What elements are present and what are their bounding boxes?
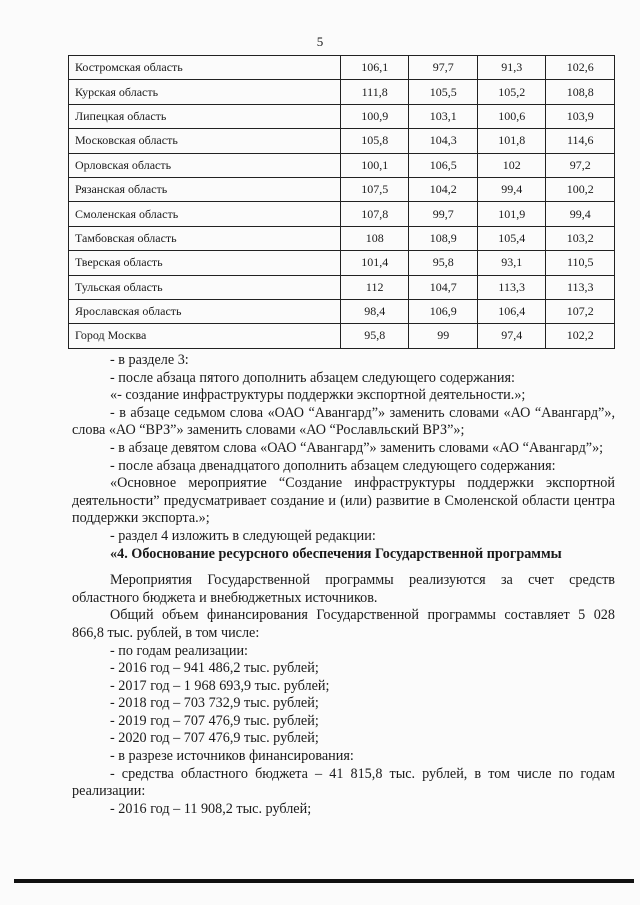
value-cell: 107,5 xyxy=(340,177,409,201)
region-name-cell: Курская область xyxy=(69,80,341,104)
value-cell: 95,8 xyxy=(409,251,478,275)
paragraph: - 2016 год – 941 486,2 тыс. рублей; xyxy=(110,660,319,677)
value-cell: 99,7 xyxy=(409,202,478,226)
value-cell: 97,7 xyxy=(409,56,478,80)
value-cell: 108 xyxy=(340,226,409,250)
paragraph: «- создание инфраструктуры поддержки экспортной деятельности.»; xyxy=(110,387,526,404)
value-cell: 102,2 xyxy=(546,324,615,348)
paragraph: - 2017 год – 1 968 693,9 тыс. рублей; xyxy=(110,677,330,694)
paragraph: - по годам реализации: xyxy=(110,642,248,659)
paragraph: - в абзаце девятом слова «ОАО “Авангард”» заменить словами «АО “Авангард”»; xyxy=(110,439,604,456)
paragraph: - 2019 год – 707 476,9 тыс. рублей; xyxy=(110,712,319,729)
value-cell: 107,8 xyxy=(340,202,409,226)
table-row xyxy=(69,226,615,250)
value-cell: 93,1 xyxy=(477,251,546,275)
value-cell: 99 xyxy=(409,324,478,348)
region-name-cell: Ярославская область xyxy=(69,299,341,323)
region-name-cell: Тульская область xyxy=(69,275,341,299)
value-cell: 103,2 xyxy=(546,226,615,250)
value-cell: 100,2 xyxy=(546,177,615,201)
paragraph: - в разрезе источников финансирования: xyxy=(110,748,354,765)
paragraph: - в абзаце седьмом слова «ОАО “Авангард”» заменить словами «АО “Авангард”», слова «АО “ВРЗ”» заменить словами «АО “Рославльский ВРЗ”»; xyxy=(72,404,615,439)
table-row xyxy=(69,299,615,323)
value-cell: 103,1 xyxy=(409,104,478,128)
value-cell: 102 xyxy=(477,153,546,177)
value-cell: 108,9 xyxy=(409,226,478,250)
paragraph: «Основное мероприятие “Создание инфраструктуры поддержки экспортной деятельности” предусматривает создание и (или) развитие в Смоленской области центра поддержки экспорта.»; xyxy=(72,475,615,527)
value-cell: 101,9 xyxy=(477,202,546,226)
region-name-cell: Тамбовская область xyxy=(69,226,341,250)
value-cell: 113,3 xyxy=(477,275,546,299)
table-row xyxy=(69,275,615,299)
section-heading: «4. Обоснование ресурсного обеспечения Государственной программы xyxy=(110,545,562,562)
value-cell: 101,8 xyxy=(477,129,546,153)
table-row xyxy=(69,129,615,153)
paragraph: - 2020 год – 707 476,9 тыс. рублей; xyxy=(110,730,319,747)
paragraph: Общий объем финансирования Государственной программы составляет 5 028 866,8 тыс. рублей, в том числе: xyxy=(72,607,615,641)
value-cell: 106,4 xyxy=(477,299,546,323)
value-cell: 112 xyxy=(340,275,409,299)
paragraph: - в разделе 3: xyxy=(110,352,189,368)
value-cell: 114,6 xyxy=(546,129,615,153)
value-cell: 106,1 xyxy=(340,56,409,80)
value-cell: 100,1 xyxy=(340,153,409,177)
value-cell: 103,9 xyxy=(546,104,615,128)
region-name-cell: Город Москва xyxy=(69,324,341,348)
value-cell: 107,2 xyxy=(546,299,615,323)
table-row xyxy=(69,80,615,104)
value-cell: 95,8 xyxy=(340,324,409,348)
value-cell: 108,8 xyxy=(546,80,615,104)
value-cell: 102,6 xyxy=(546,56,615,80)
region-name-cell: Орловская область xyxy=(69,153,341,177)
table-row xyxy=(69,251,615,275)
value-cell: 105,8 xyxy=(340,129,409,153)
value-cell: 105,5 xyxy=(409,80,478,104)
value-cell: 104,2 xyxy=(409,177,478,201)
value-cell: 105,4 xyxy=(477,226,546,250)
table-row xyxy=(69,56,615,80)
value-cell: 104,3 xyxy=(409,129,478,153)
value-cell: 111,8 xyxy=(340,80,409,104)
bottom-rule xyxy=(14,879,634,883)
table-row xyxy=(69,153,615,177)
paragraph: - средства областного бюджета – 41 815,8 тыс. рублей, в том числе по годам реализации: xyxy=(72,765,615,800)
paragraph: Мероприятия Государственной программы реализуются за счет средств областного бюджета и внебюджетных источников. xyxy=(72,572,615,606)
spacer xyxy=(72,563,615,572)
table-body xyxy=(69,56,615,349)
value-cell: 98,4 xyxy=(340,299,409,323)
table-row xyxy=(69,202,615,226)
region-name-cell: Рязанская область xyxy=(69,177,341,201)
paragraph: - после абзаца пятого дополнить абзацем следующего содержания: xyxy=(110,369,515,386)
region-name-cell: Костромская область xyxy=(69,56,341,80)
table-row xyxy=(69,177,615,201)
value-cell: 97,2 xyxy=(546,153,615,177)
value-cell: 100,6 xyxy=(477,104,546,128)
value-cell: 101,4 xyxy=(340,251,409,275)
table-row xyxy=(69,324,615,348)
region-name-cell: Смоленская область xyxy=(69,202,341,226)
paragraph: - после абзаца двенадцатого дополнить абзацем следующего содержания: xyxy=(110,457,556,474)
value-cell: 105,2 xyxy=(477,80,546,104)
value-cell: 106,9 xyxy=(409,299,478,323)
value-cell: 100,9 xyxy=(340,104,409,128)
value-cell: 99,4 xyxy=(546,202,615,226)
paragraph: - раздел 4 изложить в следующей редакции: xyxy=(110,527,376,544)
region-name-cell: Московская область xyxy=(69,129,341,153)
paragraph: - 2018 год – 703 732,9 тыс. рублей; xyxy=(110,695,319,712)
value-cell: 104,7 xyxy=(409,275,478,299)
value-cell: 91,3 xyxy=(477,56,546,80)
value-cell: 110,5 xyxy=(546,251,615,275)
page-number: 5 xyxy=(316,34,324,49)
value-cell: 97,4 xyxy=(477,324,546,348)
value-cell: 99,4 xyxy=(477,177,546,201)
table-row xyxy=(69,104,615,128)
region-name-cell: Тверская область xyxy=(69,251,341,275)
document-body xyxy=(72,352,615,818)
value-cell: 106,5 xyxy=(409,153,478,177)
paragraph: - 2016 год – 11 908,2 тыс. рублей; xyxy=(110,800,312,817)
value-cell: 113,3 xyxy=(546,275,615,299)
region-index-table xyxy=(68,55,615,349)
region-name-cell: Липецкая область xyxy=(69,104,341,128)
